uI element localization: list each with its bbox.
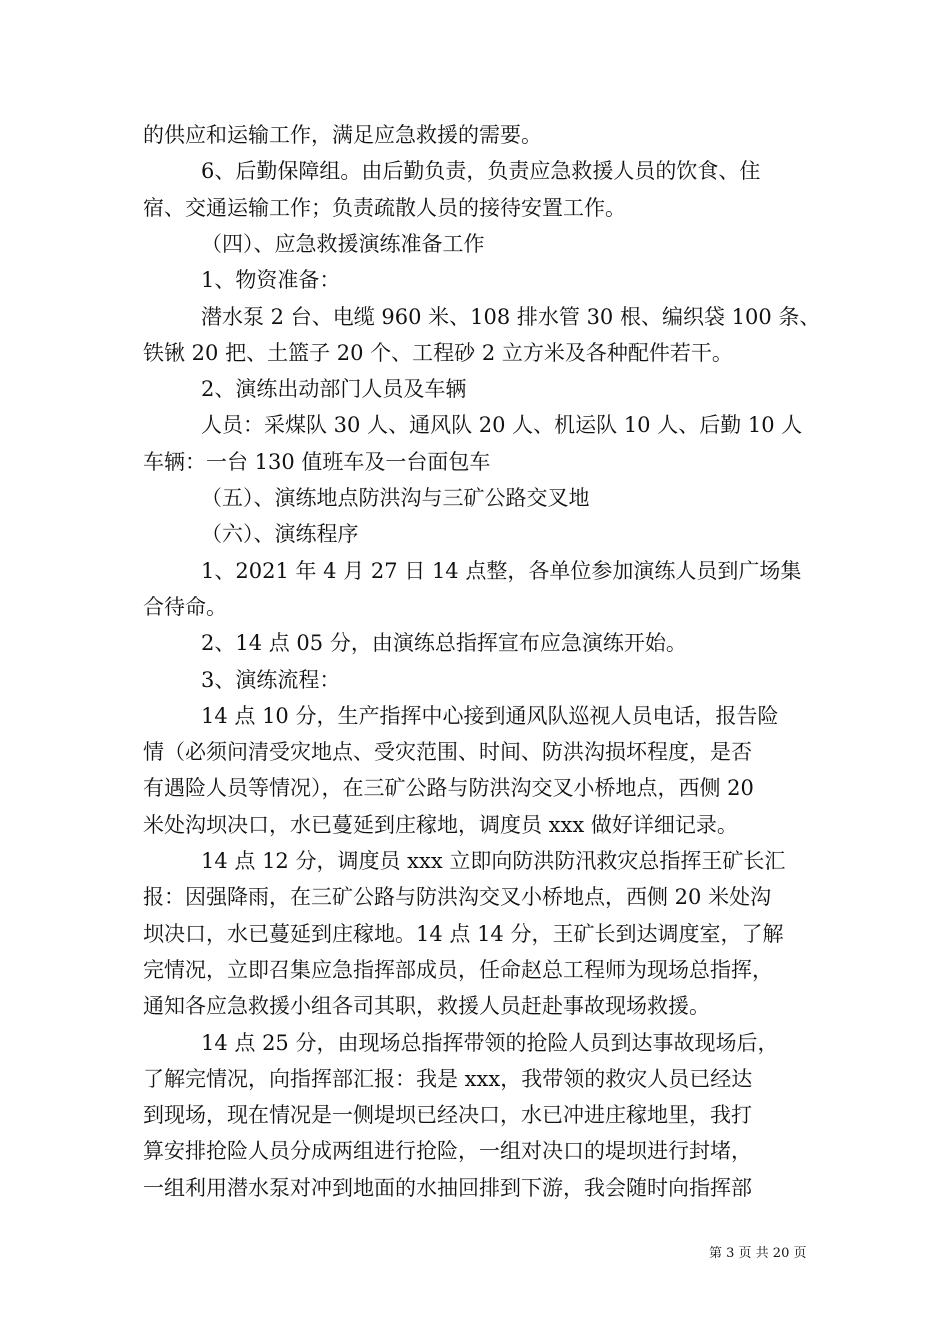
paragraph-line: 报：因强降雨，在三矿公路与防洪沟交叉小桥地点，西侧 20 米处沟	[143, 885, 772, 910]
paragraph-first-line: 1、物资准备：	[201, 268, 341, 293]
paragraph-first-line: 潜水泵 2 台、电缆 960 米、108 排水管 30 根、编织袋 100 条、	[201, 304, 821, 329]
paragraph-first-line: 14 点 12 分，调度员 xxx 立即向防洪防汛救灾总指挥王矿长汇	[201, 849, 786, 873]
paragraph-line: 的供应和运输工作，满足应急救援的需要。	[143, 123, 542, 147]
paragraph-line: 铁锹 20 把、土篮子 20 个、工程砂 2 立方米及各种配件若干。	[143, 340, 733, 365]
paragraph-line: 坝决口，水已蔓延到庄稼地。14 点 14 分，王矿长到达调度室，了解	[143, 921, 784, 946]
paragraph-first-line: 14 点 10 分，生产指挥中心接到通风队巡视人员电话，报告险	[201, 703, 779, 728]
paragraph-line: 有遇险人员等情况），在三矿公路与防洪沟交叉小桥地点，西侧 20	[143, 776, 754, 801]
paragraph-first-line: 6、后勤保障组。由后勤负责，负责应急救援人员的饮食、住	[201, 159, 761, 184]
paragraph-line: 一组利用潜水泵对冲到地面的水抽回排到下游，我会随时向指挥部	[143, 1175, 752, 1200]
paragraph-first-line: （五）、演练地点防洪沟与三矿公路交叉地	[201, 486, 590, 510]
paragraph-first-line: 1、2021 年 4 月 27 日 14 点整，各单位参加演练人员到广场集	[201, 558, 802, 583]
paragraph-line: 米处沟坝决口，水已蔓延到庄稼地，调度员 xxx 做好详细记录。	[143, 812, 738, 837]
paragraph-first-line: 人员：采煤队 30 人、通风队 20 人、机运队 10 人、后勤 10 人	[201, 413, 803, 438]
paragraph-line: 完情况，立即召集应急指挥部成员，任命赵总工程师为现场总指挥，	[143, 957, 773, 982]
paragraph-line: 了解完情况，向指挥部汇报：我是 xxx，我带领的救灾人员已经达	[143, 1066, 753, 1091]
paragraph-line: 车辆：一台 130 值班车及一台面包车	[143, 449, 491, 474]
paragraph-first-line: 2、14 点 05 分，由演练总指挥宣布应急演练开始。	[201, 631, 687, 656]
paragraph-line: 通知各应急救援小组各司其职，救援人员赶赴事故现场救援。	[143, 994, 710, 1019]
paragraph-line: 算安排抢险人员分成两组进行抢险，一组对决口的堤坝进行封堵，	[143, 1139, 752, 1164]
paragraph-line: 宿、交通运输工作；负责疏散人员的接待安置工作。	[143, 195, 626, 220]
paragraph-line: 合待命。	[143, 594, 227, 619]
page-number: 第 3 页 共 20 页	[709, 1246, 807, 1261]
paragraph-first-line: 14 点 25 分，由现场总指挥带领的抢险人员到达事故现场后，	[201, 1030, 779, 1055]
paragraph-first-line: （六）、演练程序	[201, 522, 359, 547]
paragraph-first-line: 2、演练出动部门人员及车辆	[201, 377, 467, 402]
paragraph-line: 情（必须问清受灾地点、受灾范围、时间、防洪沟损坏程度，是否	[143, 740, 752, 765]
paragraph-line: 到现场，现在情况是一侧堤坝已经决口，水已冲进庄稼地里，我打	[143, 1103, 752, 1128]
paragraph-first-line: （四）、应急救援演练准备工作	[201, 231, 485, 256]
paragraph-first-line: 3、演练流程：	[201, 667, 341, 692]
